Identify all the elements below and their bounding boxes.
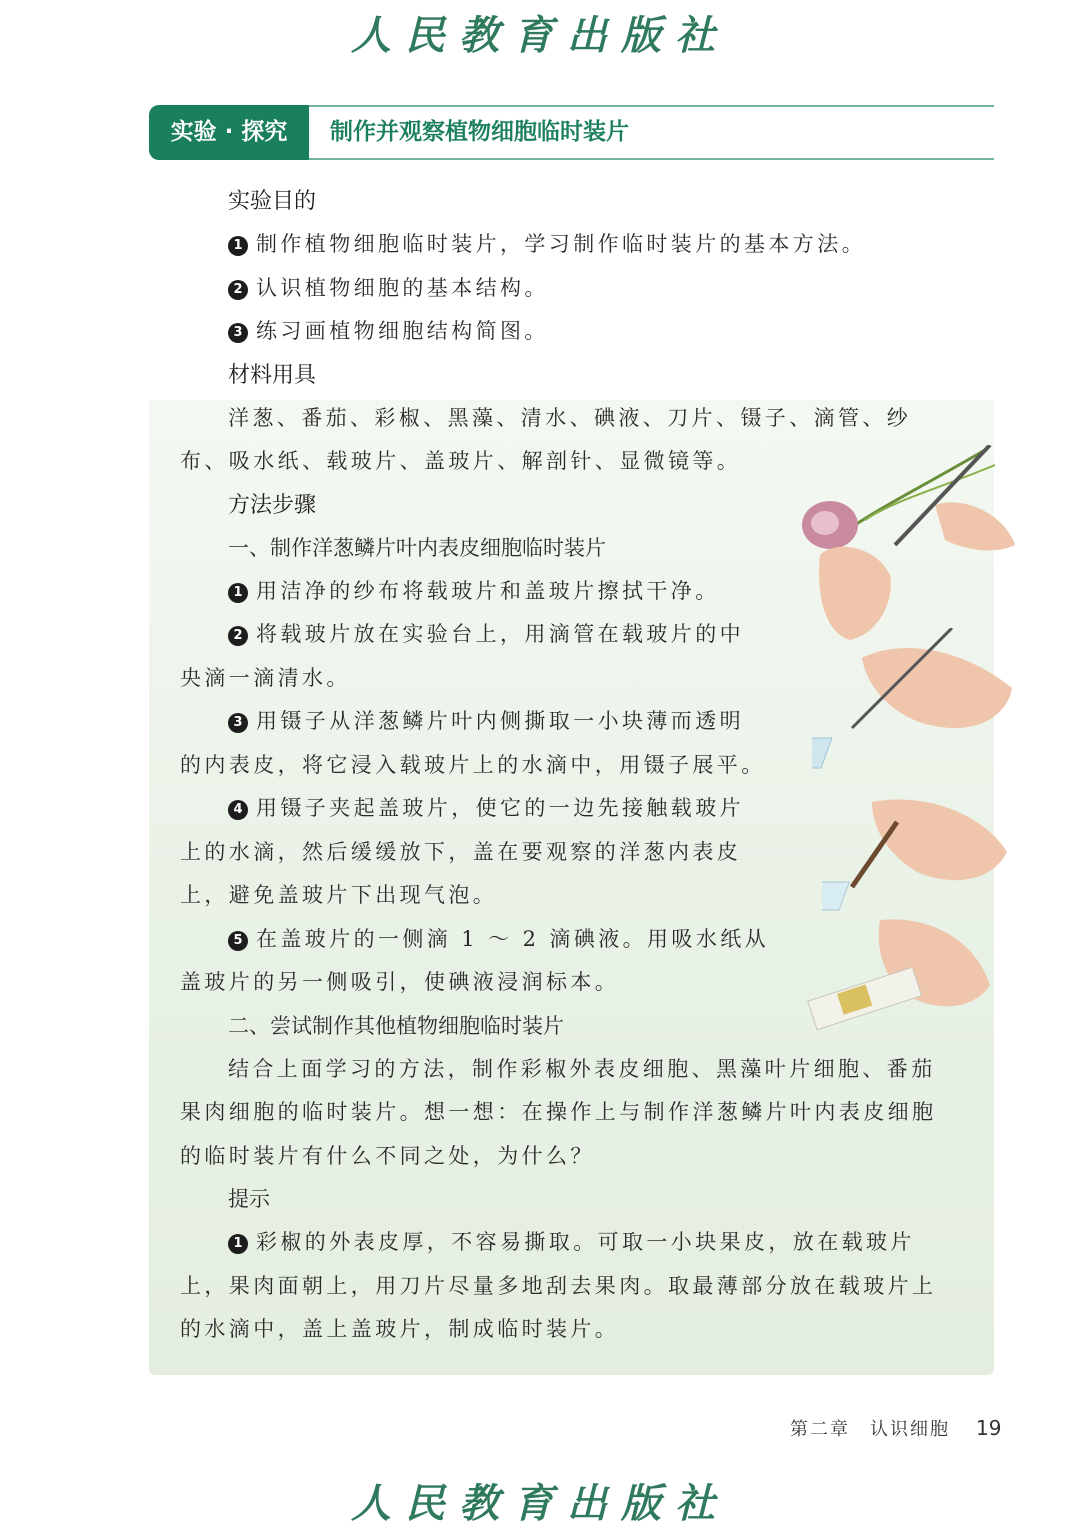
number-badge: 1 xyxy=(228,236,248,256)
tip-heading: 提示 xyxy=(228,1187,270,1211)
number-badge: 1 xyxy=(228,583,248,603)
purpose-item: 2 认识植物细胞的基本结构。 xyxy=(180,267,970,311)
materials-heading: 材料用具 xyxy=(228,362,317,388)
materials-line: 洋葱、番茄、彩椒、黑藻、清水、碘液、刀片、镊子、滴管、纱 xyxy=(228,405,912,430)
tip-line: 上，果肉面朝上，用刀片尽量多地刮去果肉。取最薄部分放在载玻片上 xyxy=(180,1273,937,1298)
method-heading: 方法步骤 xyxy=(228,492,317,518)
main-content xyxy=(180,180,970,1352)
chapter-label: 第二章 认识细胞 xyxy=(790,1419,950,1440)
part2-line: 结合上面学习的方法，制作彩椒外表皮细胞、黑藻叶片细胞、番茄 xyxy=(228,1056,936,1081)
section-header xyxy=(149,105,994,160)
section-tag: 实验 · 探究 xyxy=(149,105,309,160)
step-line: 4 用镊子夹起盖玻片，使它的一边先接触载玻片 xyxy=(180,787,780,831)
step-line: 5 在盖玻片的一侧滴 1 ～ 2 滴碘液。用吸水纸从 xyxy=(180,918,780,962)
part1-heading: 一、制作洋葱鳞片叶内表皮细胞临时装片 xyxy=(228,535,606,560)
part2-line: 果肉细胞的临时装片。想一想：在操作上与制作洋葱鳞片叶内表皮细胞 xyxy=(180,1100,937,1124)
step-line: 3 用镊子从洋葱鳞片叶内侧撕取一小块薄而透明 xyxy=(180,700,780,744)
purpose-item: 1 制作植物细胞临时装片，学习制作临时装片的基本方法。 xyxy=(180,223,970,267)
purpose-heading: 实验目的 xyxy=(228,189,317,214)
materials-line: 布、吸水纸、载玻片、盖玻片、解剖针、显微镜等。 xyxy=(180,449,742,473)
step-line: 上的水滴，然后缓缓放下，盖在要观察的洋葱内表皮 xyxy=(180,839,742,864)
tip-line: 1 彩椒的外表皮厚，不容易撕取。可取一小块果皮，放在载玻片 xyxy=(180,1221,970,1265)
number-badge: 3 xyxy=(228,713,248,733)
page-title: 制作并观察植物细胞临时装片 xyxy=(330,119,629,145)
number-badge: 5 xyxy=(228,931,248,951)
part2-line: 的临时装片有什么不同之处，为什么？ xyxy=(180,1143,595,1168)
step-line: 的内表皮，将它浸入载玻片上的水滴中，用镊子展平。 xyxy=(180,752,766,777)
purpose-item: 3 练习画植物细胞结构简图。 xyxy=(180,310,970,354)
part2-heading: 二、尝试制作其他植物细胞临时装片 xyxy=(228,1013,564,1038)
step-line: 央滴一滴清水。 xyxy=(180,665,351,690)
number-badge: 3 xyxy=(228,323,248,343)
number-badge: 2 xyxy=(228,280,248,300)
steps-list xyxy=(180,570,780,1005)
step-line: 上，避免盖玻片下出现气泡。 xyxy=(180,883,498,907)
tip-line: 的水滴中，盖上盖玻片，制成临时装片。 xyxy=(180,1317,620,1341)
page-number: 19 xyxy=(976,1416,1002,1440)
watermark-bottom: 人民教育出版社 xyxy=(351,1480,729,1527)
step-line: 2 将载玻片放在实验台上，用滴管在载玻片的中 xyxy=(180,613,780,657)
step-line: 盖玻片的另一侧吸引，使碘液浸润标本。 xyxy=(180,970,620,994)
watermark-top: 人民教育出版社 xyxy=(351,12,729,59)
number-badge: 1 xyxy=(228,1234,248,1254)
number-badge: 2 xyxy=(228,626,248,646)
number-badge: 4 xyxy=(228,800,248,820)
page-footer xyxy=(790,1415,1001,1441)
step-line: 1 用洁净的纱布将载玻片和盖玻片擦拭干净。 xyxy=(180,570,780,614)
